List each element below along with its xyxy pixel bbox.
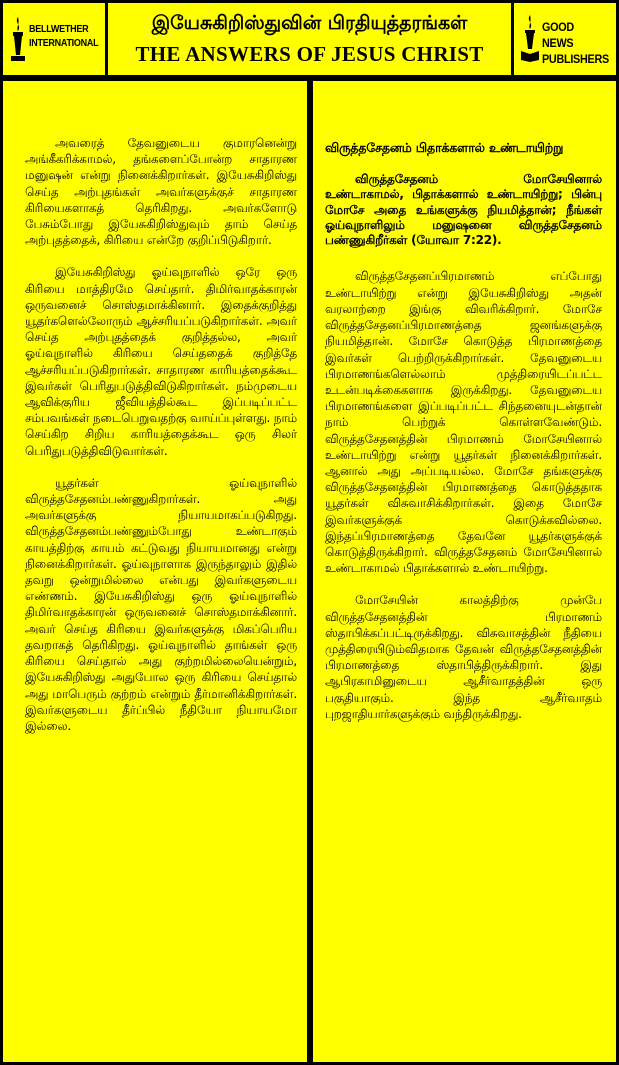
title-block bbox=[108, 3, 511, 75]
page-title-english: THE ANSWERS OF JESUS CHRIST bbox=[135, 42, 484, 66]
left-column bbox=[0, 78, 310, 1065]
left-paragraph-3: யூதர்கள் ஓய்வுநாளில் விருத்தசேதனம்பண்ணுகிறார்கள். அது அவர்களுக்கு நியாயமாகப்படுகிறது. விருத்தசேதனம்பண்ணும்போது உண்டாகும் காயத்திற்கு காயம் கட்டுவது நியாயமானது என்று நினைக்கிறார்கள். ஓய்வுநாளாக இருந்தாலும் இதில் தவறு ஒன்றுமில்லை என்பது இவர்களுடைய எண்ணம். இயேசுகிறிஸ்து ஒரு ஓய்வுநாளில் திமிர்வாதக்காரன் ஒருவனைச் சொஸ்தமாக்கினார். அவர் செய்த கிரியை இவர்களுக்கு மிகப்பெரிய தவறாகத் தெரிகிறது. ஓய்வுநாளில் தாங்கள் ஒரு கிரியை செய்தால் அது குற்றமில்லையென்றும், இயேசுகிறிஸ்து அதுபோல ஒரு கிரியை செய்தால் அது மாபெரும் குற்றம் என்றும் தீர்மானிக்கிறார்கள். இவர்களுடைய தீர்ப்பில் நீதியோ நியாயமோ இல்லை. bbox=[25, 475, 297, 733]
left-paragraph-2: இயேசுகிறிஸ்து ஓய்வுநாளில் ஒரே ஒரு கிரியை மாத்திரமே செய்தார். திமிர்வாதக்காரன் ஒருவனைச் சொஸ்தமாக்கினார். இதைக்குறித்து யூதர்களெல்லோரும் ஆச்சரியப்படுகிறார்கள். அவர் செய்த அற்புதத்தைக் குறித்தல்ல, அவர் ஓய்வுநாளில் கிரியை செய்ததைக் குறித்தே ஆச்சரியப்படுகிறார்கள். சாதாரண காரியத்தைக்கூட இவர்கள் பெரிதுபடுத்திவிடுகிறார்கள். நம்முடைய ஆவிக்குரிய ஜீவியத்தில்கூட இப்படிப்பட்ட சம்பவங்கள் நடைபெறுவதற்கு வாய்ப்புள்ளது. நாம் செய்கிற சிறிய காரியத்தைக்கூட ஒரு சிலர் பெரிதுபடுத்திவிடுவார்கள். bbox=[25, 265, 297, 458]
book-icon bbox=[520, 13, 540, 63]
right-paragraph-1: விருத்தசேதனப்பிரமாணம் எப்போது உண்டாயிற்று என்று இயேசுகிறிஸ்து அதன் வரலாற்றை இங்கு விவரிக்கிறார். மோசே விருத்தசேதனப்பிரமாணத்தை ஜனங்களுக்கு நியமித்தான். மோசே கொடுத்த பிரமாணத்தை இவர்கள் பெற்றிருக்கிறார்கள். தேவனுடைய பிரமாணங்களெல்லாம் முத்திரையிடப்பட்ட உடன்படிக்கைகளாக இருக்கிறது. தேவனுடைய பிரமாணங்களை இப்படிப்பட்ட சிந்தனையுடன்தான் நாம் பெற்றுக் கொள்ளவேண்டும். விருத்தசேதனத்தின் பிரமாணம் மோசேயினால் உண்டாயிற்று என்று யூதர்கள் நினைக்கிறார்கள். ஆனால் அது அப்படியல்ல. மோசே தங்களுக்கு விருத்தசேதனத்தின் பிரமாணத்தை கொடுத்ததாக யூதர்கள் விசுவாசிக்கிறார்கள். இதை மோசே இவர்களுக்குக் கொடுக்கவில்லை. இந்தப்பிரமாணத்தை தேவனே யூதர்களுக்குக் கொடுத்திருக்கிறார். விருத்தசேதனம் மோசேயினால் உண்டாகாமல் பிதாக்களால் உண்டாயிற்று. bbox=[325, 269, 602, 576]
scripture-quote: விருத்தசேதனம் மோசேயினால் உண்டாகாமல், பிதாக்களால் உண்டாயிற்று; பின்பு மோசே அதை உங்களுக்கு நியமித்தான்; நீங்கள் ஓய்வுநாளிலும் மனுஷனை விருத்தசேதனம் பண்ணுகிறீர்கள் (யோவா 7:22). bbox=[325, 172, 602, 248]
left-logo-line2: INTERNATIONAL bbox=[29, 38, 99, 49]
good-news-logo bbox=[511, 3, 616, 75]
right-paragraph-2: மோசேயின் காலத்திற்கு முன்பே விருத்தசேதனத்தின் பிரமாணம் ஸ்தாபிக்கப்பட்டிருக்கிறது. விசுவாசத்தின் நீதியை முத்திரையிடும்விதமாக தேவன் விருத்தசேதனத்தின் பிரமாணத்தை ஸ்தாபித்திருக்கிறார். இது ஆபிரகாமினுடைய ஆசீர்வாதத்தின் ஒரு பகுதியாகும். இந்த ஆசீர்வாதம் புறஜாதியார்களுக்கும் வந்திருக்கிறது. bbox=[325, 593, 602, 721]
page-title-tamil: இயேசுகிறிஸ்துவின் பிரதியுத்தரங்கள் bbox=[151, 12, 468, 34]
header-banner bbox=[0, 0, 619, 78]
right-logo-line1: GOOD NEWS bbox=[542, 20, 574, 50]
left-logo-line1: BELLWETHER bbox=[29, 24, 89, 35]
right-logo-line2: PUBLISHERS bbox=[542, 52, 609, 66]
right-column bbox=[310, 78, 619, 1065]
section-heading: விருத்தசேதனம் பிதாக்களால் உண்டாயிற்று bbox=[325, 140, 564, 155]
torch-icon bbox=[9, 15, 27, 63]
bellwether-logo bbox=[3, 3, 108, 75]
left-paragraph-1: அவரைத் தேவனுடைய குமாரனென்று அங்கீகரிக்காமல், தங்களைப்போன்ற சாதாரண மனுஷன் என்று நினைக்கிறார்கள். இயேசுகிறிஸ்து செய்த அற்புதங்கள் அவர்களுக்குச் சாதாரண கிரியைகளாகத் தெரிகிறது. அவர்களோடு பேசும்போது இயேசுகிறிஸ்துவும் தாம் செய்த அற்புதத்தைக், கிரியை என்றே குறிப்பிடுகிறார். bbox=[25, 136, 297, 248]
